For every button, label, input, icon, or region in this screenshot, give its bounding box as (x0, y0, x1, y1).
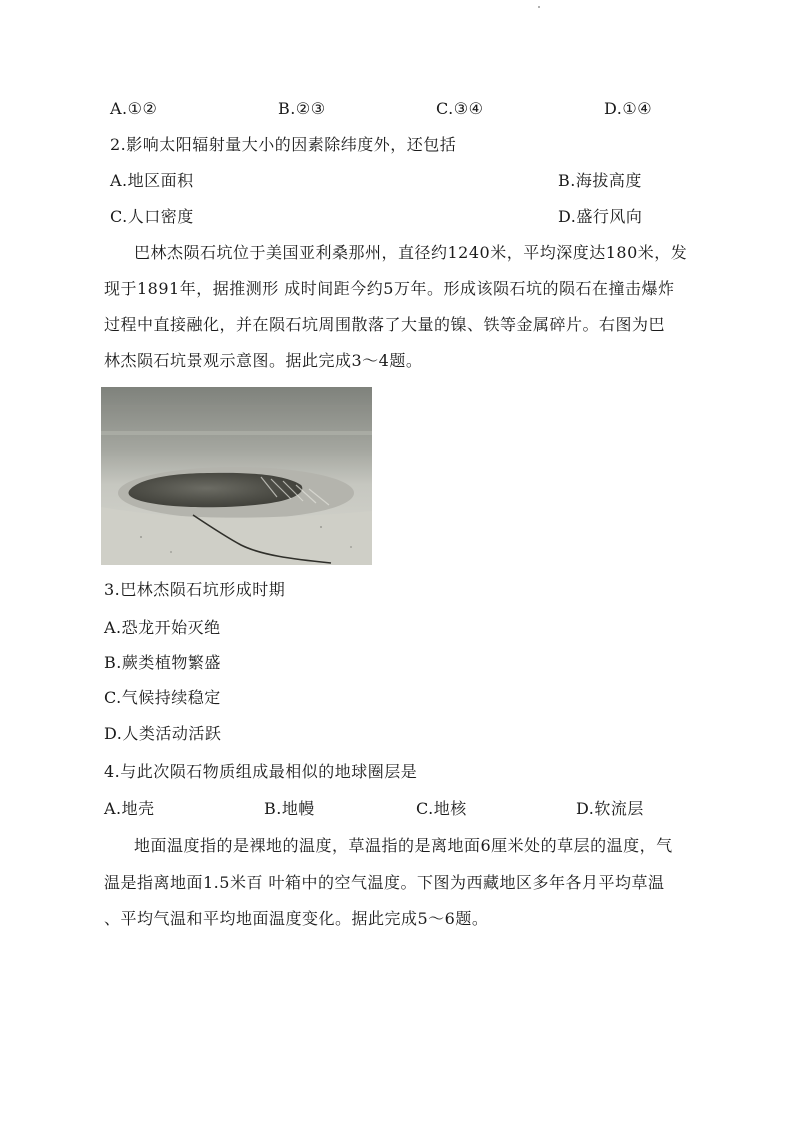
passage2-line-2: 温是指离地面1.5米百 叶箱中的空气温度。下图为西藏地区多年各月平均草温 (104, 873, 665, 892)
passage1-line-2: 现于1891年，据推测形 成时间距今约5万年。形成该陨石坑的陨石在撞击爆炸 (104, 279, 675, 298)
passage1-line-1: 巴林杰陨石坑位于美国亚利桑那州，直径约1240米，平均深度达180米，发 (134, 243, 688, 262)
q3-option-a: A.恐龙开始灭绝 (104, 618, 221, 637)
q3-stem: 3.巴林杰陨石坑形成时期 (104, 580, 286, 599)
passage1-line-3: 过程中直接融化，并在陨石坑周围散落了大量的镍、铁等金属碎片。右图为巴 (104, 315, 666, 334)
q4-option-b: B.地幔 (264, 799, 315, 818)
q2-option-b: B.海拔高度 (558, 171, 642, 190)
q4-stem: 4.与此次陨石物质组成最相似的地球圈层是 (104, 762, 418, 781)
q3-option-d: D.人类活动活跃 (104, 724, 222, 743)
q4-option-d: D.软流层 (576, 799, 644, 818)
passage1-line-4: 林杰陨石坑景观示意图。据此完成3～4题。 (104, 351, 423, 370)
q2-stem: 2.影响太阳辐射量大小的因素除纬度外，还包括 (110, 135, 457, 154)
q2-option-c: C.人口密度 (110, 207, 194, 226)
q4-option-a: A.地壳 (104, 799, 155, 818)
passage2-line-3: 、平均气温和平均地面温度变化。据此完成5～6题。 (104, 909, 489, 928)
q3-option-c: C.气候持续稳定 (104, 688, 221, 707)
q2-option-d: D.盛行风向 (558, 207, 643, 226)
passage2-line-1: 地面温度指的是裸地的温度，草温指的是离地面6厘米处的草层的温度，气 (134, 836, 673, 855)
q1-option-d: D.①④ (604, 99, 653, 118)
scan-speck (538, 6, 540, 8)
q4-option-c: C.地核 (416, 799, 467, 818)
crater-photo (101, 387, 372, 565)
q1-option-c: C.③④ (436, 99, 484, 118)
q1-option-b: B.②③ (278, 99, 326, 118)
q2-option-a: A.地区面积 (110, 171, 194, 190)
q1-option-a: A.①② (110, 99, 158, 118)
q3-option-b: B.蕨类植物繁盛 (104, 653, 221, 672)
